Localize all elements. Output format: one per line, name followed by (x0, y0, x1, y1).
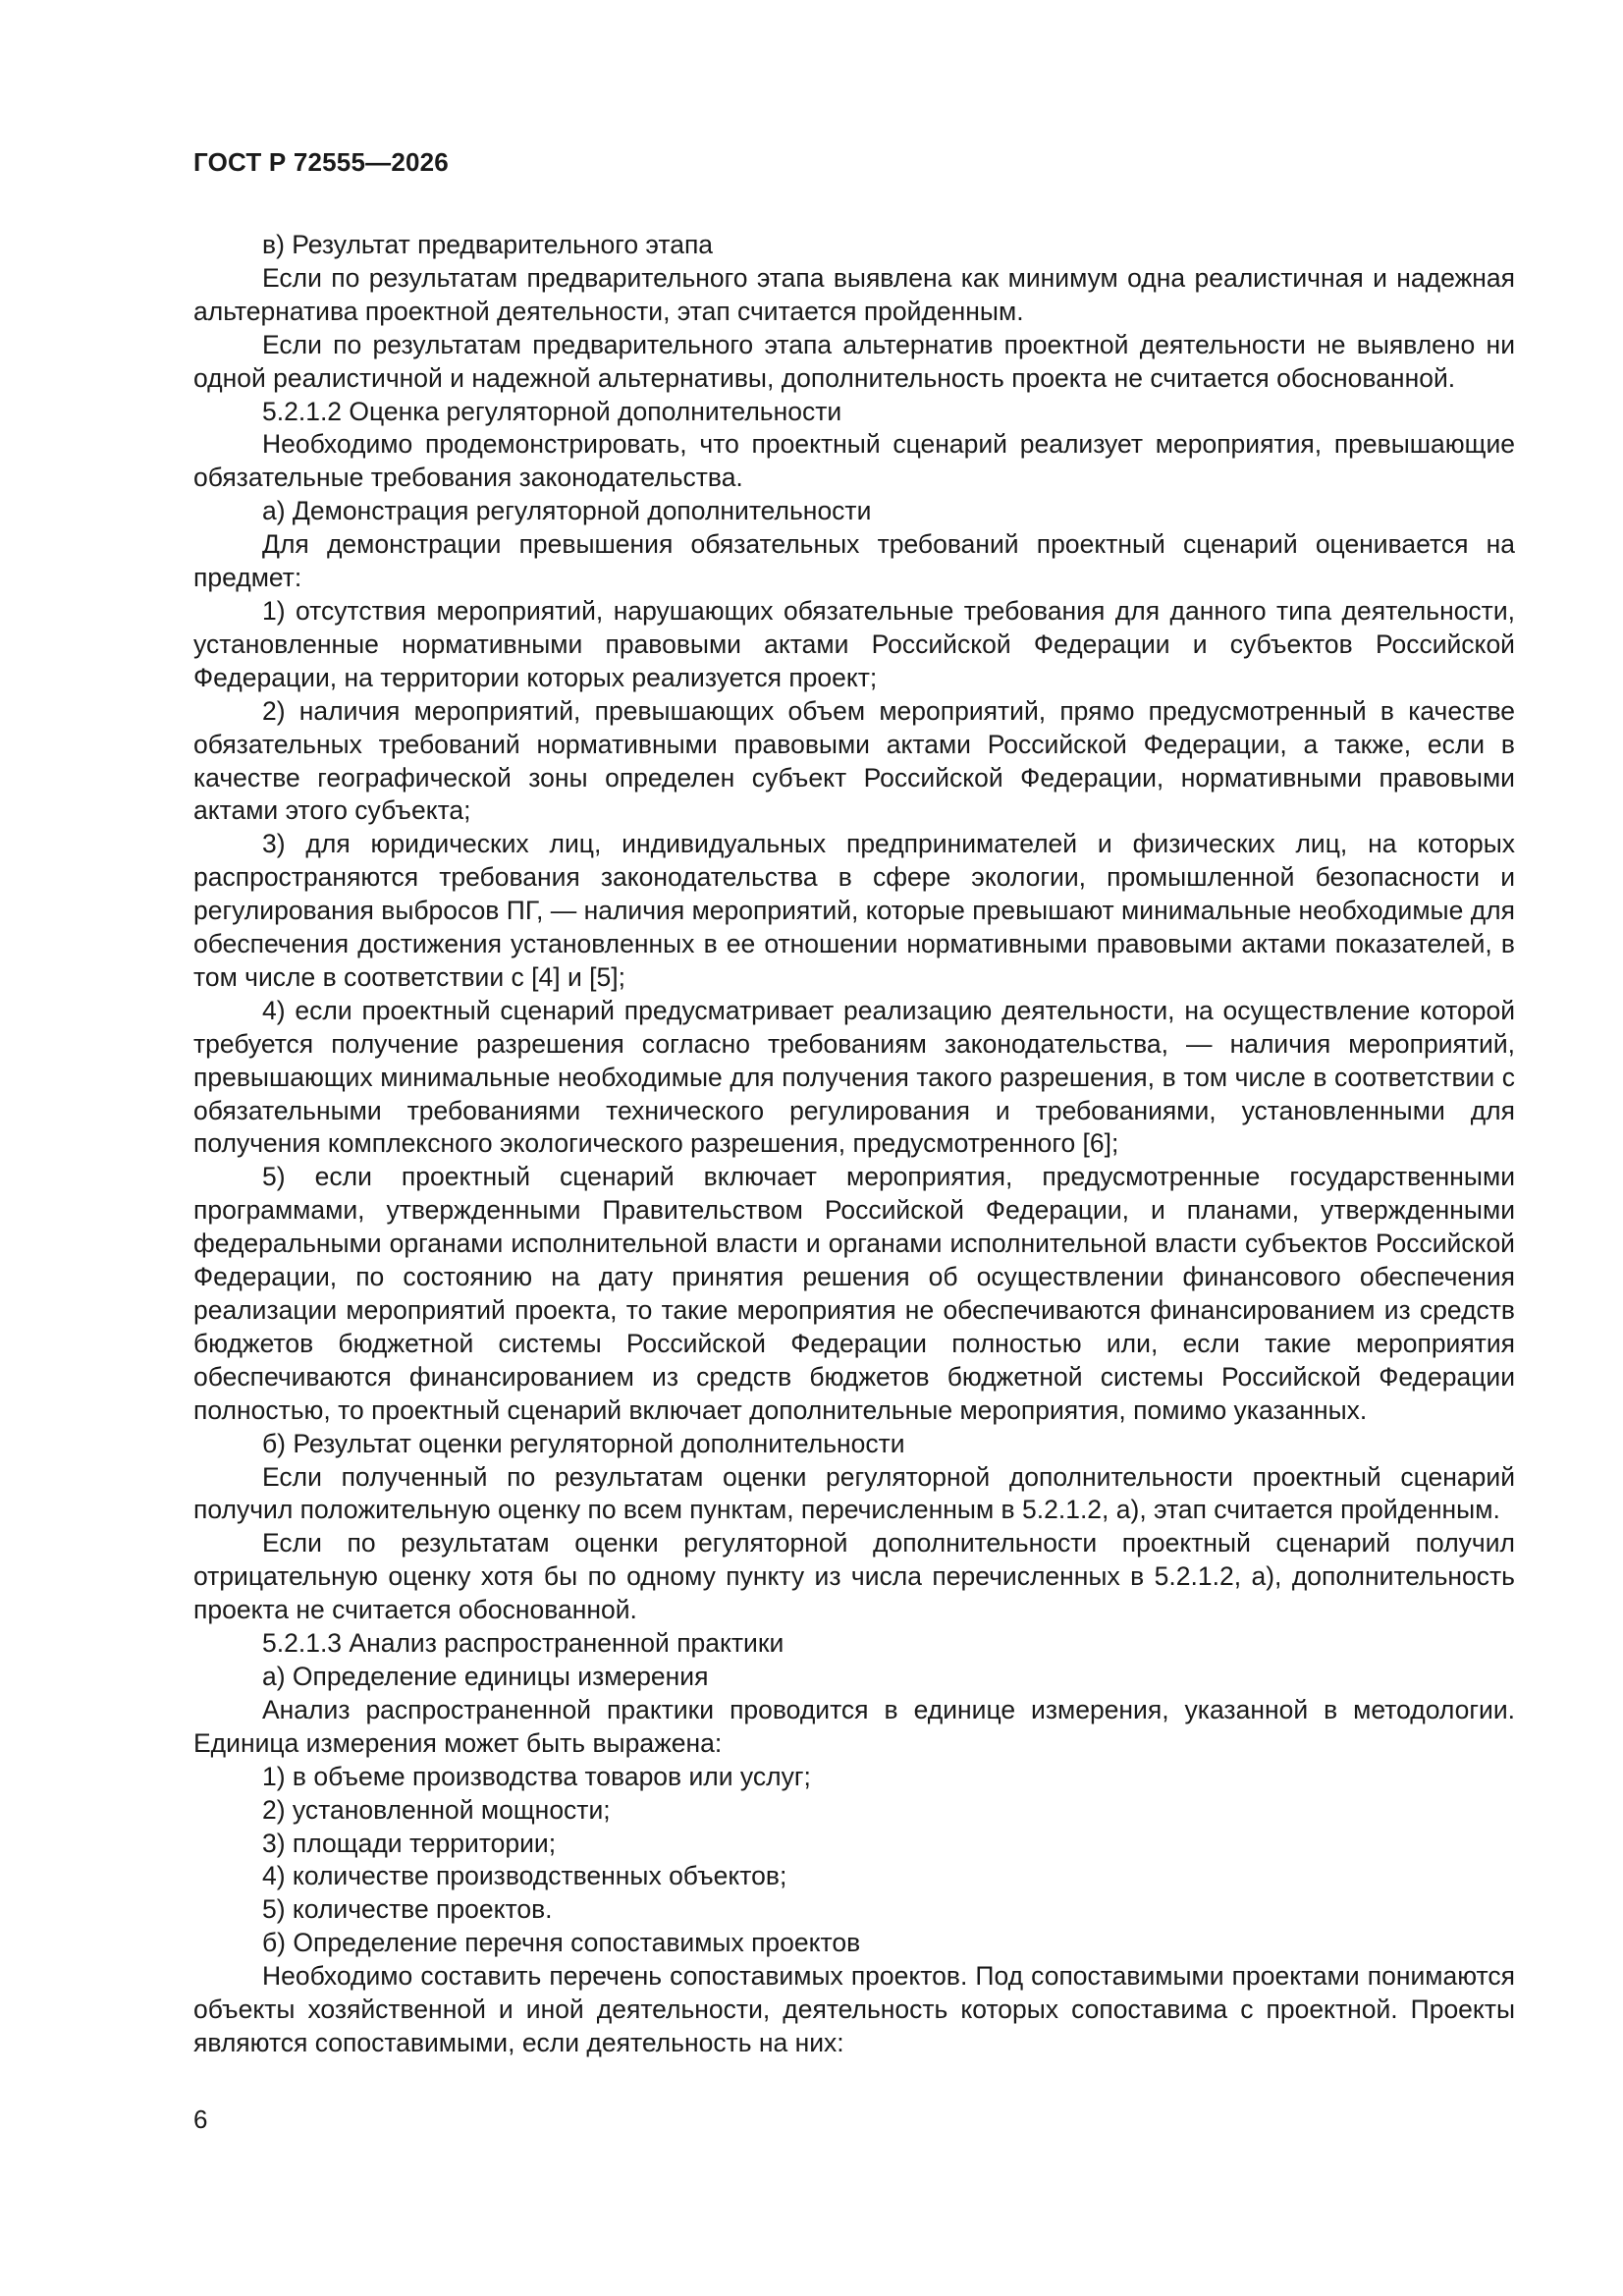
subsection-heading-b: б) Результат оценки регуляторной дополнительности (262, 1428, 905, 1458)
list-item: 3) для юридических лиц, индивидуальных предпринимателей и физических лиц, на которых распространяются требования законодательства в сфере экологии, промышленной безопасности и регулирования выбросов ПГ, — наличия мероприятий, которые превышают минимальные необходимые для обеспечения достижения установленных в ее отношении нормативными правовыми актами показателей, в том числе в соответствии с [4] и [5]; (193, 829, 1515, 992)
subsection-heading-a: а) Демонстрация регуляторной дополнительности (262, 496, 872, 526)
list-item: 1) в объеме производства товаров или услуг; (262, 1761, 811, 1791)
body-paragraph: Если полученный по результатам оценки регуляторной дополнительности проектный сценарий получил положительную оценку по всем пунктам, перечисленным в 5.2.1.2, а), этап считается пройденным. (193, 1461, 1515, 1525)
document-body (193, 229, 1515, 2060)
body-paragraph: Необходимо составить перечень сопоставимых проектов. Под сопоставимыми проектами понимаются объекты хозяйственной и иной деятельности, деятельность которых сопоставима с проектной. Проекты являются сопоставимыми, если деятельность на них: (193, 1961, 1515, 2057)
list-item: 3) площади территории; (262, 1828, 557, 1858)
list-item: 4) если проектный сценарий предусматривает реализацию деятельности, на осуществление которой требуется получение разрешения согласно требованиям законодательства, — наличия мероприятий, превышающих минимальные необходимые для получения такого разрешения, в том числе в соответствии с обязательными требованиями технического регулирования и требованиями, установленными для получения комплексного экологического разрешения, предусмотренного [6]; (193, 995, 1515, 1159)
list-item: 5) количестве проектов. (262, 1894, 553, 1925)
body-paragraph: Если по результатам предварительного этапа выявлена как минимум одна реалистичная и надежная альтернатива проектной деятельности, этап считается пройденным. (193, 262, 1515, 326)
list-item: 4) количестве производственных объектов; (262, 1861, 787, 1891)
section-heading-5-2-1-2: 5.2.1.2 Оценка регуляторной дополнительности (262, 396, 842, 426)
list-item: 2) наличия мероприятий, превышающих объем мероприятий, прямо предусмотренный в качестве обязательных требований нормативными правовыми актами Российской Федерации, а также, если в качестве географической зоны определен субъект Российской Федерации, нормативными правовыми актами этого субъекта; (193, 695, 1515, 826)
document-standard-header: ГОСТ Р 72555—2026 (193, 147, 449, 177)
body-paragraph: Если по результатам оценки регуляторной дополнительности проектный сценарий получил отрицательную оценку хотя бы по одному пункту из числа перечисленных в 5.2.1.2, а), дополнительность проекта не считается обоснованной. (193, 1528, 1515, 1625)
body-paragraph: Если по результатам предварительного этапа альтернатив проектной деятельности не выявлено ни одной реалистичной и надежной альтернативы, дополнительность проекта не считается обоснованной. (193, 329, 1515, 393)
body-paragraph: Необходимо продемонстрировать, что проектный сценарий реализует мероприятия, превышающие обязательные требования законодательства. (193, 429, 1515, 493)
list-item: 5) если проектный сценарий включает мероприятия, предусмотренные государственными программами, утвержденными Правительством Российской Федерации, и планами, утвержденными федеральными органами исполнительной власти и органами исполнительной власти субъектов Российской Федерации, по состоянию на дату принятия решения об осуществлении финансового обеспечения реализации мероприятий проекта, то такие мероприятия не обеспечиваются финансированием из средств бюджетов бюджетной системы Российской Федерации полностью или, если такие мероприятия обеспечиваются финансированием из средств бюджетов бюджетной системы Российской Федерации полностью, то проектный сценарий включает дополнительные мероприятия, помимо указанных. (193, 1162, 1515, 1425)
subsection-heading-v: в) Результат предварительного этапа (262, 230, 714, 259)
body-paragraph: Анализ распространенной практики проводится в единице измерения, указанной в методологии. Единица измерения может быть выражена: (193, 1694, 1515, 1758)
subsection-heading-a: а) Определение единицы измерения (262, 1661, 709, 1691)
subsection-heading-b: б) Определение перечня сопоставимых проектов (262, 1928, 861, 1958)
list-item: 2) установленной мощности; (262, 1794, 611, 1825)
page-number: 6 (193, 2105, 208, 2134)
section-heading-5-2-1-3: 5.2.1.3 Анализ распространенной практики (262, 1628, 784, 1659)
body-paragraph: Для демонстрации превышения обязательных требований проектный сценарий оценивается на предмет: (193, 529, 1515, 593)
list-item: 1) отсутствия мероприятий, нарушающих обязательные требования для данного типа деятельности, установленные нормативными правовыми актами Российской Федерации и субъектов Российской Федерации, на территории которых реализуется проект; (193, 595, 1515, 692)
